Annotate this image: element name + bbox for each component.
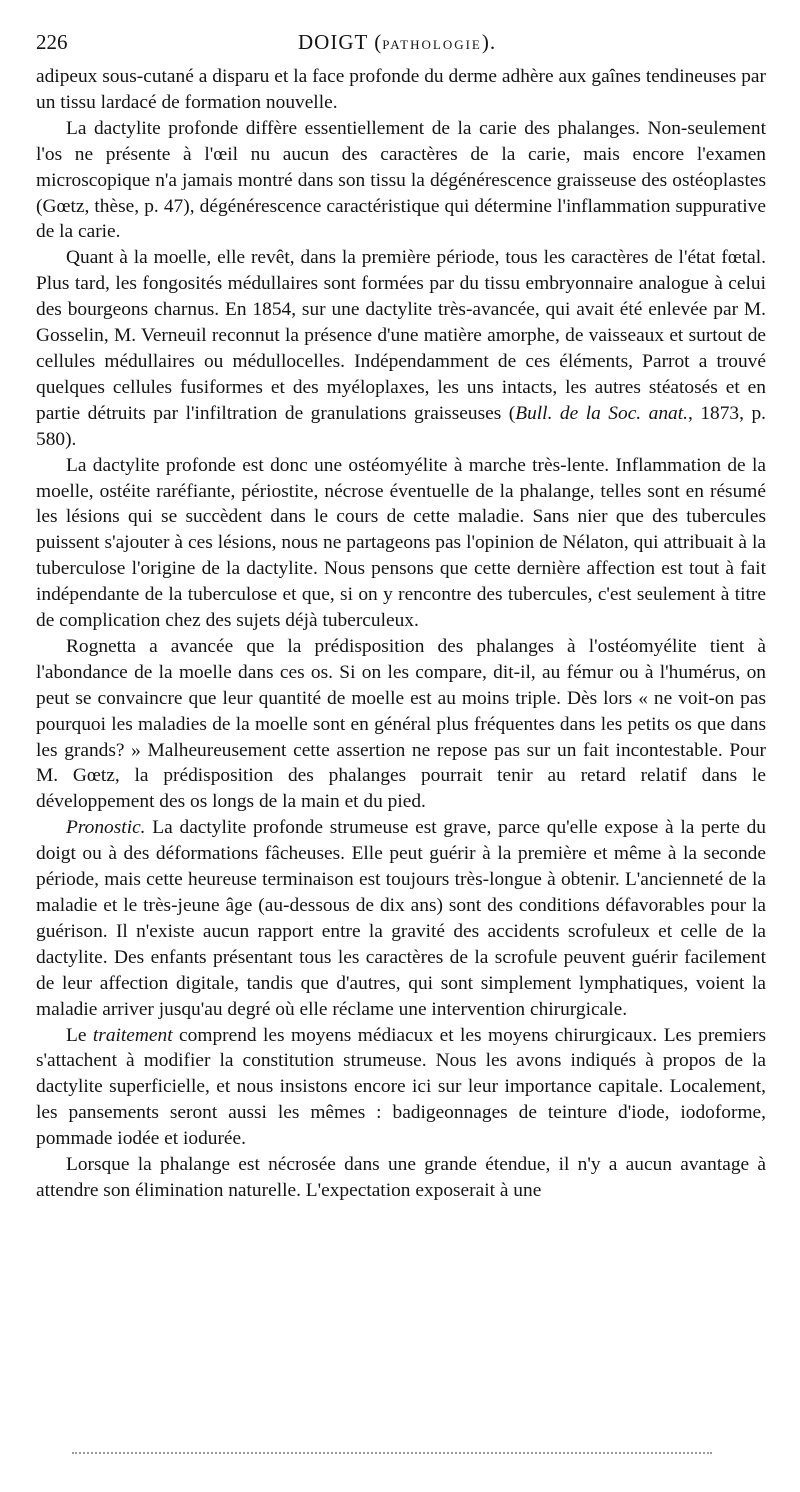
page-header xyxy=(36,28,766,58)
paragraph-osteomyelite: La dactylite profonde est donc une ostéomyélite à marche très-lente. Inflammation de la moelle, ostéite raréfiante, périostite, nécrose éventuelle de la phalange, telles sont en résumé les lésions qui se succèdent dans le cours de cette maladie. Sans nier que des tubercules puissent s'ajouter à ces lésions, nous ne partageons pas l'opinion de Nélaton, qui attribuait à la tuberculose l'origine de la dactylite. Nous pensons que cette dernière affection est tout à fait indépendante de la tuberculose et que, si on y rencontre des tubercules, c'est seulement à titre de complication chez des sujets déjà tuberculeux. xyxy=(36,454,766,632)
traitement-text: comprend les moyens médiacux et les moyens chirurgicaux. Les premiers s'attachent à modifier la constitution strumeuse. Nous les avons indiqués à propos de la dactylite superficielle, et nous insistons encore ici sur leur importance capitale. Localement, les pansements seront aussi les mêmes : badigeonnages de teinture d'iode, iodoforme, pommade iodée et iodurée. xyxy=(36,1024,766,1150)
paragraph-pronostic xyxy=(36,815,766,1022)
paragraph-moelle xyxy=(36,245,766,452)
paragraph-traitement xyxy=(36,1023,766,1153)
page-number: 226 xyxy=(36,30,68,54)
footer-dotted-rule xyxy=(72,1452,712,1454)
paragraph-carie-comparison: La dactylite profonde diffère essentiellement de la carie des phalanges. Non-seulement l'os ne présente à l'œil nu aucun des caractères de la carie, mais encore l'examen microscopique n'a jamais montré dans son tissu la dégénérescence graisseuse des ostéoplastes (Gœtz, thèse, p. 47), dégénérescence caractéristique qui détermine l'inflammation suppurative de la carie. xyxy=(36,117,766,243)
paragraph-rognetta: Rognetta a avancée que la prédisposition des phalanges à l'ostéomyélite tient à l'abondance de la moelle dans ces os. Si on les compare, dit-il, au fémur ou à l'humérus, on peut se convaincre que leur quantité de moelle est au moins triple. Dès lors « ne voit-on pas pourquoi les maladies de la moelle sont en général plus fréquentes dans les petits os que dans les grands? » Malheureusement cette assertion ne repose pas sur un fait incontestable. Pour M. Gœtz, la prédisposition des phalanges pourrait tenir au retard relatif dans le développement des os longs de la main et du pied. xyxy=(36,635,766,813)
citation: Bull. de la Soc. anat. xyxy=(515,402,688,424)
traitement-keyword: traitement xyxy=(92,1024,173,1046)
paragraph-continuation: adipeux sous-cutané a disparu et la face profonde du derme adhère aux gaînes tendineuses par un tissu lardacé de formation nouvelle. xyxy=(36,66,766,113)
book-page xyxy=(36,28,766,1204)
paragraph-necrose: Lorsque la phalange est nécrosée dans une grande étendue, il n'y a aucun avantage à attendre son élimination naturelle. L'expectation exposerait à une xyxy=(36,1154,766,1201)
pronostic-heading: Pronostic. xyxy=(66,817,146,839)
body-text xyxy=(36,64,766,1204)
running-head-main: DOIGT ( xyxy=(298,30,383,54)
citation-end: , 1873, p. 580). xyxy=(36,402,766,450)
pronostic-text: La dactylite profonde strumeuse est grave, parce qu'elle expose à la perte du doigt ou à des déformations fâcheuses. Elle peut guérir à la première et même à la seconde période, mais cette heureuse terminaison est toujours très-longue à obtenir. L'ancienneté de la maladie et le très-jeune âge (au-dessous de dix ans) sont des conditions défavorables pour la guérison. Il n'existe aucun rapport entre la gravité des accidents scrofuleux et celle de la dactylite. Des enfants présentant tous les caractères de la scrofule peuvent guérir facilement de leur affection digitale, tandis que d'autres, qui sont simplement lymphatiques, voient la maladie arriver jusqu'au degré où elle réclame une intervention chirurgicale. xyxy=(36,817,766,1020)
traitement-start: Le xyxy=(66,1024,93,1046)
running-head xyxy=(298,30,496,55)
running-head-close: ). xyxy=(481,30,497,54)
paragraph-moelle-text: Quant à la moelle, elle revêt, dans la première période, tous les caractères de l'état fœtal. Plus tard, les fongosités médullaires sont formées par du tissu embryonnaire analogue à celui des bourgeons charnus. En 1854, sur une dactylite très-avancée, qui avait été enlevée par M. Gosselin, M. Verneuil reconnut la présence d'une matière amorphe, de vaisseaux et surtout de cellules médullaires ou médullocelles. Indépendamment de ces éléments, Parrot a trouvé quelques cellules fusiformes et des myéloplaxes, les uns intacts, les autres stéatosés et en partie détruits par l'infiltration de granulations graisseuses ( xyxy=(36,247,766,424)
running-head-sub: PATHOLOGIE xyxy=(382,37,482,52)
